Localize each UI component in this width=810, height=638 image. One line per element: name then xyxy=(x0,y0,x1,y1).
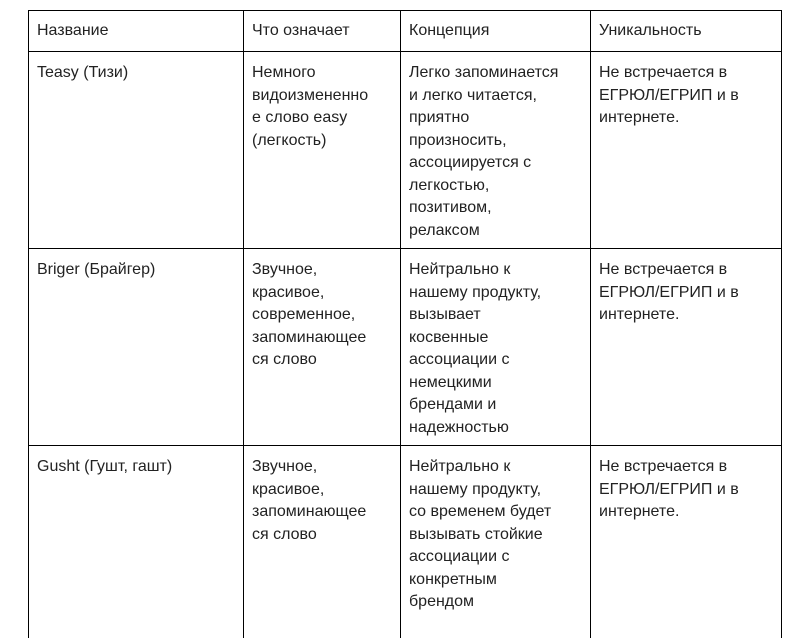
cell-text-line: конкретным xyxy=(409,569,582,592)
cell-text-line: красивое, xyxy=(252,479,392,502)
table-row xyxy=(29,249,782,446)
cell-text-line: е слово easy xyxy=(252,107,392,130)
cell-text-line: Gusht (Гушт, гашт) xyxy=(37,456,235,479)
header-name: Название xyxy=(29,11,244,52)
cell-name xyxy=(29,249,244,446)
cell-text-line: интернете. xyxy=(599,501,773,524)
cell-text-line: нашему продукту, xyxy=(409,282,582,305)
cell-text-line: приятно xyxy=(409,107,582,130)
cell-text-line: брендом xyxy=(409,591,582,614)
cell-concept xyxy=(401,446,591,638)
header-uniqueness: Уникальность xyxy=(591,11,782,52)
cell-text-line: и легко читается, xyxy=(409,85,582,108)
cell-text-line: ЕГРЮЛ/ЕГРИП и в xyxy=(599,282,773,305)
cell-text-line: нашему продукту, xyxy=(409,479,582,502)
cell-text-line: ся слово xyxy=(252,524,392,547)
cell-text-line: позитивом, xyxy=(409,197,582,220)
cell-text-line: ся слово xyxy=(252,349,392,372)
cell-uniqueness xyxy=(591,446,782,638)
cell-concept xyxy=(401,52,591,249)
cell-text-line: видоизмененно xyxy=(252,85,392,108)
cell-text-line: ЕГРЮЛ/ЕГРИП и в xyxy=(599,85,773,108)
cell-text-line: вызывать стойкие xyxy=(409,524,582,547)
cell-text-line: ассоциации с xyxy=(409,546,582,569)
cell-text-line: Немного xyxy=(252,62,392,85)
cell-name xyxy=(29,446,244,638)
cell-text-line: (легкость) xyxy=(252,130,392,153)
cell-text-line: запоминающее xyxy=(252,327,392,350)
cell-text-line: Teasy (Тизи) xyxy=(37,62,235,85)
table-header-row xyxy=(29,11,782,52)
cell-text-line: Briger (Брайгер) xyxy=(37,259,235,282)
cell-text-line: Не встречается в xyxy=(599,259,773,282)
cell-uniqueness xyxy=(591,249,782,446)
cell-text-line: Звучное, xyxy=(252,259,392,282)
header-concept: Концепция xyxy=(401,11,591,52)
cell-text-line: немецкими xyxy=(409,372,582,395)
cell-text-line: ассоциируется с xyxy=(409,152,582,175)
cell-text-line: современное, xyxy=(252,304,392,327)
cell-text-line: Легко запоминается xyxy=(409,62,582,85)
cell-uniqueness xyxy=(591,52,782,249)
cell-text-line: интернете. xyxy=(599,304,773,327)
cell-text-line: произносить, xyxy=(409,130,582,153)
cell-text-line: релаксом xyxy=(409,220,582,243)
cell-text-line: интернете. xyxy=(599,107,773,130)
cell-text-line: косвенные xyxy=(409,327,582,350)
cell-text-line: Нейтрально к xyxy=(409,456,582,479)
naming-table xyxy=(28,10,782,638)
cell-text-line: ассоциации с xyxy=(409,349,582,372)
table-body xyxy=(29,52,782,638)
cell-meaning xyxy=(244,52,401,249)
cell-text-line: ЕГРЮЛ/ЕГРИП и в xyxy=(599,479,773,502)
cell-concept xyxy=(401,249,591,446)
naming-table-container xyxy=(28,10,781,638)
cell-text-line: Нейтрально к xyxy=(409,259,582,282)
cell-text-line: Звучное, xyxy=(252,456,392,479)
cell-text-line: Не встречается в xyxy=(599,456,773,479)
cell-text-line: легкостью, xyxy=(409,175,582,198)
cell-name xyxy=(29,52,244,249)
cell-meaning xyxy=(244,249,401,446)
cell-text-line: со временем будет xyxy=(409,501,582,524)
cell-meaning xyxy=(244,446,401,638)
cell-text-line: брендами и xyxy=(409,394,582,417)
cell-text-line: Не встречается в xyxy=(599,62,773,85)
table-row xyxy=(29,446,782,638)
cell-text-line: запоминающее xyxy=(252,501,392,524)
cell-text-line: вызывает xyxy=(409,304,582,327)
cell-text-line: надежностью xyxy=(409,417,582,440)
table-row xyxy=(29,52,782,249)
cell-text-line: красивое, xyxy=(252,282,392,305)
header-meaning: Что означает xyxy=(244,11,401,52)
